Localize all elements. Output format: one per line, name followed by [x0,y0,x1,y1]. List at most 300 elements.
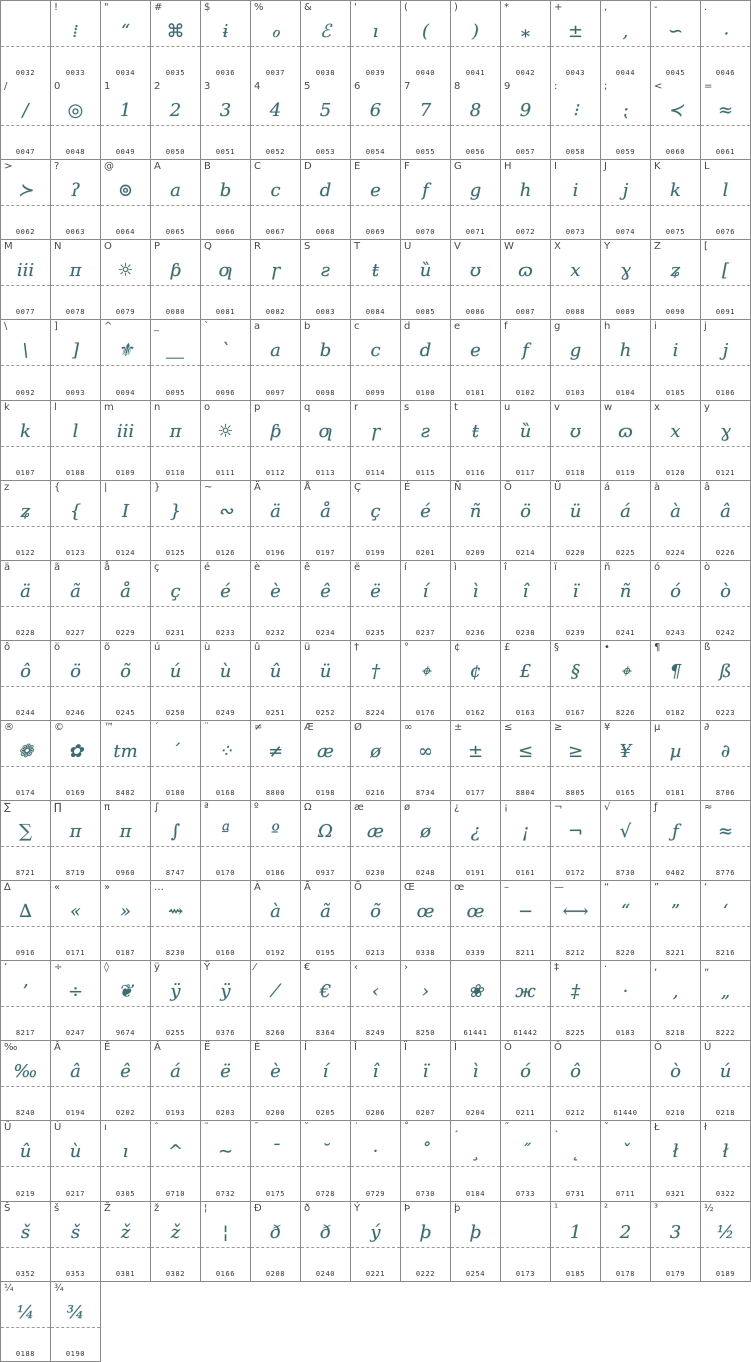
glyph-cell[interactable] [0,881,51,961]
glyph-cell[interactable] [651,481,701,561]
glyph-cell[interactable] [301,160,351,240]
glyph-cell[interactable] [451,881,501,961]
glyph-cell[interactable] [51,1282,101,1362]
glyph-cell[interactable] [251,80,301,160]
glyph-cell[interactable] [701,881,751,961]
glyph-cell[interactable] [551,881,601,961]
glyph-cell[interactable] [401,881,451,961]
glyph-cell[interactable] [151,1202,201,1282]
glyph-cell[interactable] [101,240,151,320]
glyph-sample: ó [670,581,681,602]
glyph-sample: ñ [469,501,482,522]
glyph-code-label: 0246 [65,709,86,717]
glyph-cell[interactable] [651,80,701,160]
glyph-cell[interactable] [251,881,301,961]
glyph-cell[interactable] [51,0,101,81]
glyph-cell[interactable] [0,160,51,240]
glyph-cell[interactable] [151,561,201,641]
glyph-cell[interactable] [0,401,51,481]
glyph-cell[interactable] [201,721,251,801]
glyph-code-label: 0165 [615,789,636,797]
glyph-cell[interactable] [601,801,651,881]
glyph-cell[interactable] [251,1121,301,1202]
glyph-cell[interactable] [151,641,201,721]
glyph-cell[interactable] [551,1202,601,1282]
glyph-cell[interactable] [301,561,351,641]
glyph-cell[interactable] [51,561,101,641]
glyph-code-label: 8804 [515,789,536,797]
glyph-cell[interactable] [101,401,151,481]
glyph-code-label: 0169 [65,789,86,797]
glyph-character-label: ø [404,802,411,813]
glyph-cell[interactable] [201,961,251,1041]
glyph-cell[interactable] [51,240,101,320]
glyph-character-label: ˜ [204,1122,209,1133]
glyph-cell[interactable] [551,240,601,320]
glyph-character-label: e [454,321,461,332]
glyph-cell[interactable] [651,1121,701,1202]
glyph-sample: ȕ [419,260,432,281]
glyph-cell[interactable] [501,641,551,721]
glyph-cell[interactable] [301,721,351,801]
glyph-cell[interactable] [201,160,251,240]
glyph-cell[interactable] [201,1202,251,1282]
glyph-cell[interactable] [451,160,501,240]
glyph-cell[interactable] [401,160,451,240]
glyph-cell[interactable] [701,0,751,81]
glyph-cell[interactable] [701,240,751,320]
glyph-cell[interactable] [301,240,351,320]
glyph-cell[interactable] [0,561,51,641]
glyph-cell[interactable] [601,1041,651,1121]
glyph-cell[interactable] [651,320,701,401]
glyph-cell[interactable] [301,801,351,881]
glyph-cell[interactable] [351,801,401,881]
glyph-cell[interactable] [0,801,51,881]
glyph-cell[interactable] [601,1202,651,1282]
glyph-cell[interactable] [651,401,701,481]
glyph-character-label: M [4,241,13,252]
glyph-cell[interactable] [401,80,451,160]
glyph-cell[interactable] [701,481,751,561]
glyph-cell[interactable] [151,961,201,1041]
glyph-cell[interactable] [0,961,51,1041]
glyph-character-label: ‹ [354,962,358,973]
glyph-cell[interactable] [601,1121,651,1202]
glyph-cell[interactable] [51,641,101,721]
glyph-cell[interactable] [0,1041,51,1121]
glyph-cell[interactable] [51,801,101,881]
glyph-cell[interactable] [101,641,151,721]
glyph-cell[interactable] [601,561,651,641]
glyph-cell[interactable] [51,481,101,561]
glyph-cell[interactable] [151,240,201,320]
glyph-cell[interactable] [301,961,351,1041]
glyph-cell[interactable] [701,1121,751,1202]
glyph-cell[interactable] [701,961,751,1041]
glyph-cell[interactable] [551,320,601,401]
glyph-cell[interactable] [401,401,451,481]
glyph-code-label: 0177 [465,789,486,797]
glyph-cell[interactable] [151,881,201,961]
glyph-cell[interactable] [501,1041,551,1121]
glyph-cell[interactable] [551,641,601,721]
glyph-cell[interactable] [401,1121,451,1202]
glyph-cell[interactable] [201,481,251,561]
glyph-cell[interactable] [101,961,151,1041]
glyph-cell[interactable] [651,721,701,801]
glyph-code-label: 0376 [215,1029,236,1037]
glyph-cell[interactable] [251,721,301,801]
glyph-cell[interactable] [51,160,101,240]
glyph-code-label: 0182 [665,709,686,717]
glyph-cell[interactable] [701,160,751,240]
glyph-cell[interactable] [601,961,651,1041]
glyph-cell[interactable] [501,80,551,160]
glyph-cell[interactable] [351,401,401,481]
glyph-cell[interactable] [651,881,701,961]
glyph-code-label: 0051 [215,148,236,156]
glyph-cell[interactable] [301,1121,351,1202]
glyph-cell[interactable] [551,801,601,881]
glyph-cell[interactable] [251,401,301,481]
glyph-cell[interactable] [601,721,651,801]
glyph-cell[interactable] [551,721,601,801]
glyph-cell[interactable] [301,881,351,961]
glyph-cell[interactable] [701,80,751,160]
glyph-cell[interactable] [451,0,501,81]
glyph-cell[interactable] [501,561,551,641]
glyph-cell[interactable] [401,240,451,320]
glyph-cell[interactable] [351,0,401,81]
glyph-cell[interactable] [251,801,301,881]
glyph-sample: i [572,180,579,201]
glyph-cell[interactable] [601,481,651,561]
glyph-cell[interactable] [551,1121,601,1202]
glyph-cell[interactable] [651,561,701,641]
glyph-cell[interactable] [401,561,451,641]
glyph-cell[interactable] [301,481,351,561]
glyph-cell[interactable] [151,721,201,801]
glyph-cell[interactable] [101,561,151,641]
glyph-cell[interactable] [701,1041,751,1121]
glyph-cell[interactable] [0,641,51,721]
glyph-cell[interactable] [101,801,151,881]
glyph-cell[interactable] [701,801,751,881]
glyph-cell[interactable] [351,1041,401,1121]
glyph-cell[interactable] [401,0,451,81]
glyph-cell[interactable] [51,721,101,801]
glyph-cell[interactable] [451,401,501,481]
glyph-cell[interactable] [601,881,651,961]
glyph-cell[interactable] [701,1202,751,1282]
glyph-code-label: 0711 [615,1190,636,1198]
glyph-cell[interactable] [201,801,251,881]
glyph-cell[interactable] [351,721,401,801]
glyph-cell[interactable] [501,1202,551,1282]
glyph-cell[interactable] [651,1041,701,1121]
glyph-sample: ò [670,1061,681,1082]
glyph-cell[interactable] [601,641,651,721]
glyph-cell[interactable] [301,320,351,401]
glyph-cell[interactable] [151,1041,201,1121]
glyph-cell[interactable] [0,80,51,160]
glyph-cell[interactable] [251,641,301,721]
glyph-cell[interactable] [451,961,501,1041]
glyph-cell[interactable] [701,561,751,641]
glyph-cell[interactable] [0,721,51,801]
glyph-cell[interactable] [101,1121,151,1202]
glyph-character-label: ³ [654,1203,659,1214]
glyph-cell[interactable] [551,80,601,160]
glyph-cell[interactable] [51,1041,101,1121]
glyph-cell[interactable] [51,80,101,160]
glyph-cell[interactable] [501,0,551,81]
glyph-cell[interactable] [251,240,301,320]
glyph-cell[interactable] [651,160,701,240]
glyph-cell[interactable] [201,401,251,481]
glyph-cell[interactable] [501,801,551,881]
glyph-cell[interactable] [501,481,551,561]
glyph-cell[interactable] [351,1121,401,1202]
glyph-cell[interactable] [0,1121,51,1202]
glyph-code-label: 0247 [65,1029,86,1037]
glyph-cell[interactable] [251,160,301,240]
glyph-cell[interactable] [151,1121,201,1202]
glyph-sample: π [69,821,82,842]
glyph-cell[interactable] [451,641,501,721]
glyph-character-label: £ [504,642,511,653]
glyph-cell[interactable] [201,0,251,81]
glyph-cell[interactable] [551,961,601,1041]
glyph-sample: ( [421,21,430,42]
glyph-code-label: 0033 [65,69,86,77]
glyph-cell[interactable] [301,641,351,721]
glyph-cell[interactable] [601,80,651,160]
glyph-cell[interactable] [0,240,51,320]
glyph-code-label: 0250 [165,709,186,717]
glyph-cell[interactable] [451,80,501,160]
glyph-cell[interactable] [101,881,151,961]
glyph-cell[interactable] [501,320,551,401]
glyph-code-label: 0187 [115,949,136,957]
glyph-cell[interactable] [351,240,401,320]
glyph-cell[interactable] [351,1202,401,1282]
glyph-cell[interactable] [501,160,551,240]
glyph-cell[interactable] [401,801,451,881]
glyph-sample: ^ [167,1141,184,1162]
glyph-cell[interactable] [101,481,151,561]
glyph-cell[interactable] [201,80,251,160]
glyph-cell[interactable] [151,481,201,561]
glyph-cell[interactable] [151,160,201,240]
glyph-cell[interactable] [51,1121,101,1202]
glyph-code-label: 0243 [665,629,686,637]
glyph-cell[interactable] [0,0,51,81]
glyph-code-label: 0241 [615,629,636,637]
glyph-cell[interactable] [151,401,201,481]
glyph-cell[interactable] [401,1202,451,1282]
glyph-cell[interactable] [251,1202,301,1282]
glyph-sample: â [720,501,731,522]
glyph-cell[interactable] [51,1202,101,1282]
glyph-character-label: d [404,321,411,332]
glyph-code-label: 0091 [715,308,736,316]
glyph-cell[interactable] [101,0,151,81]
glyph-code-label: 0037 [265,69,286,77]
glyph-cell[interactable] [451,561,501,641]
glyph-cell[interactable] [401,481,451,561]
glyph-sample: ⅹ [670,421,681,442]
glyph-cell[interactable] [501,1121,551,1202]
glyph-cell[interactable] [651,641,701,721]
glyph-cell[interactable] [401,641,451,721]
glyph-cell[interactable] [451,320,501,401]
glyph-cell[interactable] [351,561,401,641]
glyph-cell[interactable] [451,1202,501,1282]
glyph-cell[interactable] [501,961,551,1041]
glyph-code-label: 0305 [115,1190,136,1198]
glyph-cell[interactable] [101,320,151,401]
glyph-cell[interactable] [51,401,101,481]
glyph-cell[interactable] [201,561,251,641]
glyph-cell[interactable] [701,641,751,721]
glyph-cell[interactable] [651,801,701,881]
glyph-cell[interactable] [101,1202,151,1282]
glyph-cell[interactable] [351,80,401,160]
glyph-cell[interactable] [301,80,351,160]
glyph-cell[interactable] [601,0,651,81]
glyph-cell[interactable] [601,401,651,481]
glyph-cell[interactable] [551,401,601,481]
glyph-cell[interactable] [251,961,301,1041]
glyph-cell[interactable] [451,1041,501,1121]
glyph-cell[interactable] [451,481,501,561]
glyph-cell[interactable] [501,240,551,320]
glyph-code-label: 0048 [65,148,86,156]
glyph-code-label: 0254 [465,1270,486,1278]
glyph-sample: ø [370,741,381,762]
glyph-character-label: + [554,2,563,13]
glyph-character-label: ∑ [4,802,11,813]
glyph-cell[interactable] [101,1041,151,1121]
glyph-cell[interactable] [101,80,151,160]
glyph-cell[interactable] [501,721,551,801]
glyph-character-label: " [104,2,109,13]
glyph-cell[interactable] [301,1041,351,1121]
glyph-cell[interactable] [351,481,401,561]
glyph-cell[interactable] [651,1202,701,1282]
glyph-cell[interactable] [51,320,101,401]
glyph-cell[interactable] [101,160,151,240]
glyph-cell[interactable] [151,801,201,881]
glyph-cell[interactable] [651,240,701,320]
glyph-cell[interactable] [551,1041,601,1121]
glyph-cell[interactable] [251,1041,301,1121]
glyph-cell[interactable] [201,240,251,320]
glyph-sample: ∂ [720,741,731,762]
glyph-code-label: 0044 [615,69,636,77]
glyph-cell[interactable] [601,320,651,401]
glyph-cell[interactable] [101,721,151,801]
glyph-cell[interactable] [701,320,751,401]
glyph-cell[interactable] [0,320,51,401]
glyph-cell[interactable] [551,0,601,81]
glyph-code-label: 0201 [415,549,436,557]
glyph-cell[interactable] [251,481,301,561]
glyph-cell[interactable] [451,240,501,320]
glyph-cell[interactable] [301,1202,351,1282]
glyph-cell[interactable] [601,240,651,320]
glyph-cell[interactable] [301,0,351,81]
glyph-character-label: % [254,2,264,13]
glyph-cell[interactable] [151,80,201,160]
glyph-cell[interactable] [0,1202,51,1282]
glyph-cell[interactable] [251,320,301,401]
glyph-cell[interactable] [701,721,751,801]
glyph-cell[interactable] [401,1041,451,1121]
glyph-cell[interactable] [701,401,751,481]
glyph-cell[interactable] [151,0,201,81]
glyph-cell[interactable] [601,160,651,240]
glyph-character-label: Q [204,241,212,252]
glyph-cell[interactable] [151,320,201,401]
glyph-cell[interactable] [551,160,601,240]
glyph-cell[interactable] [401,721,451,801]
glyph-cell[interactable] [401,961,451,1041]
glyph-cell[interactable] [0,1282,51,1362]
glyph-cell[interactable] [51,961,101,1041]
glyph-character-label: { [54,482,61,493]
glyph-cell[interactable] [451,721,501,801]
glyph-cell[interactable] [401,320,451,401]
glyph-cell[interactable] [351,160,401,240]
glyph-code-label: 0184 [465,1190,486,1198]
glyph-cell[interactable] [201,1041,251,1121]
glyph-cell[interactable] [301,401,351,481]
glyph-cell[interactable] [201,1121,251,1202]
glyph-cell[interactable] [551,561,601,641]
glyph-cell[interactable] [0,481,51,561]
glyph-cell[interactable] [501,881,551,961]
glyph-character-label: — [554,882,564,893]
glyph-character-label: û [254,642,261,653]
glyph-cell[interactable] [201,641,251,721]
glyph-sample: î [522,581,529,602]
glyph-cell[interactable] [651,961,701,1041]
glyph-character-label: … [154,882,164,893]
glyph-cell[interactable] [451,801,501,881]
glyph-code-label: 0122 [15,549,36,557]
glyph-cell[interactable] [351,641,401,721]
glyph-character-label: Ž [104,1203,111,1214]
glyph-cell[interactable] [451,1121,501,1202]
glyph-cell[interactable] [201,881,251,961]
glyph-cell[interactable] [351,881,401,961]
glyph-sample: ʊ [569,421,582,442]
glyph-cell[interactable] [351,320,401,401]
glyph-cell[interactable] [551,481,601,561]
glyph-code-label: 8260 [265,1029,286,1037]
glyph-cell[interactable] [651,0,701,81]
glyph-cell[interactable] [201,320,251,401]
glyph-cell[interactable] [251,0,301,81]
glyph-cell[interactable] [501,401,551,481]
glyph-cell[interactable] [51,881,101,961]
glyph-code-label: 0083 [315,308,336,316]
glyph-cell[interactable] [351,961,401,1041]
glyph-cell[interactable] [251,561,301,641]
